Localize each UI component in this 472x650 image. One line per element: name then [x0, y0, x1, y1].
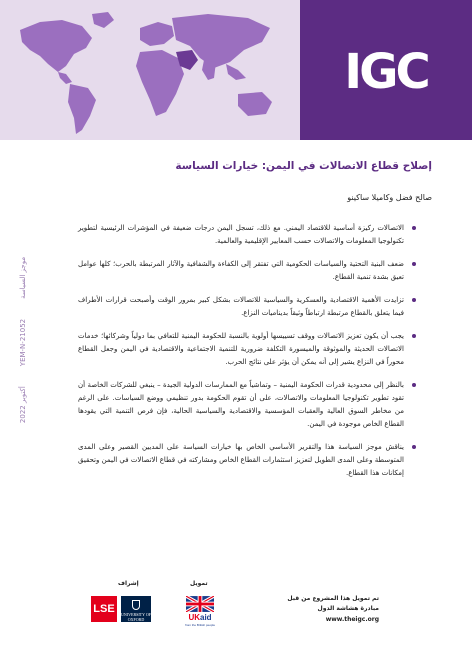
list-item — [78, 330, 418, 369]
authors: صالح فضل وكاميلا ساكينو — [347, 193, 432, 202]
bullet-icon — [412, 383, 416, 387]
ukaid-uk: UK — [188, 613, 200, 622]
bullet-icon — [412, 334, 416, 338]
bullet-icon — [412, 298, 416, 302]
map-india — [202, 60, 216, 80]
list-item-text: بالنظر إلى محدودية قدرات الحكومة اليمنية – وتماشياً مع الممارسات الدولية الجيدة – ينبغي للشركات الخاصة أن تقود تطوير تكنولوجيا المعلومات والاتصالات، على أن تقوم الحكومة بدور تنظيمي ووضع السياسات. على الرغم من مخاطر السوق العالية والعقبات المؤسسية والاقتصادية والسياسية الحالية، فإن فرص التنمية التي يقودها القطاع الخاص موجودة في اليمن. — [78, 381, 404, 428]
website-link[interactable]: www.theigc.org — [325, 616, 379, 623]
ukaid-subtitle: from the British people — [184, 623, 215, 627]
lse-logo: LSE — [91, 596, 117, 622]
map-australia — [238, 92, 272, 116]
supervision-label: إشراف — [118, 580, 139, 587]
map-africa — [136, 50, 184, 116]
ukaid-aid: aid — [200, 613, 212, 622]
list-item — [78, 258, 418, 284]
side-date: أكتوبر 2022 — [19, 386, 27, 424]
igc-logo-text: IGC — [344, 44, 428, 100]
key-points-list — [78, 222, 418, 490]
map-southeast-asia — [226, 64, 246, 80]
bullet-icon — [412, 445, 416, 449]
list-item — [78, 294, 418, 320]
world-map-graphic — [0, 0, 300, 140]
list-item — [78, 222, 418, 248]
oxford-logo — [121, 596, 151, 622]
list-item-text: يجب أن يكون تعزيز الاتصالات ووقف تسييسها أولوية بالنسبة للحكومة اليمنية للتعافي بما دولياً وشركائها؛ خدمات الاتصالات الحديثة والموثوقة والميسورة التكلفة ضرورية للتنمية الاجتماعية والاقتصادية في اليمن وجعل القطاع محوراً في النزاع يشير إلى أنه يمكن أن يؤثر على نتائج الحرب. — [78, 332, 404, 366]
map-south-america — [68, 84, 96, 134]
list-item-text: تزايدت الأهمية الاقتصادية والعسكرية والسياسية للاتصالات بشكل كبير بمرور الوقت وأصبحت قرارات الأطراف فيما يتعلق بالقطاع مرتبطة ارتباطاً وثيقاً بديناميات النزاع. — [78, 296, 404, 317]
funding-label: تمويل — [190, 580, 208, 587]
list-item-text: ضعف البنية التحتية والسياسات الحكومية التي تفتقر إلى الكفاءة والشفافية والآثار المرتبطة بالحرب؛ كلها عوامل تعيق بشدة تنمية القطاع. — [78, 260, 404, 281]
footer — [0, 565, 472, 650]
bullet-icon — [412, 262, 416, 266]
map-central-america — [58, 72, 72, 84]
ukaid-logo — [184, 613, 216, 622]
list-item-text: يناقش موجز السياسة هذا والتقرير الأساسي الخاص بها خيارات السياسة على المديين القصير وعلى المدى المتوسطة وعلى المدى الطويل لتعزيز استثمارات القطاع الخاص ومشاركته في قطاع الاتصالات في اليمن وتحقيق إمكانات هذا القطاع. — [78, 443, 404, 477]
map-north-america — [20, 20, 92, 72]
igc-logo — [300, 0, 472, 140]
oxford-logo-text: UNIVERSITY OF OXFORD — [121, 612, 151, 622]
side-code: 21052-YEM-N — [19, 318, 27, 367]
map-europe — [140, 22, 174, 46]
funded-line-1: تم تمويل هذا المشروع من قبل — [287, 595, 379, 602]
funded-line-2: مبادرة هشاشة الدول — [317, 605, 379, 612]
side-series: موجز السياسة — [19, 256, 27, 299]
side-label-text — [15, 180, 31, 500]
bullet-icon — [412, 226, 416, 230]
list-item — [78, 441, 418, 480]
header-banner — [0, 0, 472, 140]
list-item-text: الاتصالات ركيزة أساسية للاقتصاد اليمني. مع ذلك، تسجل اليمن درجات ضعيفة في المؤشرات الرئيسية لتطوير تكنولوجيا المعلومات والاتصالات حسب المعايير الإقليمية والعالمية. — [78, 224, 404, 245]
uk-flag-icon — [186, 596, 214, 612]
map-greenland — [92, 12, 114, 28]
list-item — [78, 379, 418, 431]
funded-by-text — [259, 594, 379, 614]
page-title: إصلاح قطاع الاتصالات في اليمن: خيارات السياسة — [175, 160, 432, 172]
oxford-crest-icon — [132, 600, 140, 610]
